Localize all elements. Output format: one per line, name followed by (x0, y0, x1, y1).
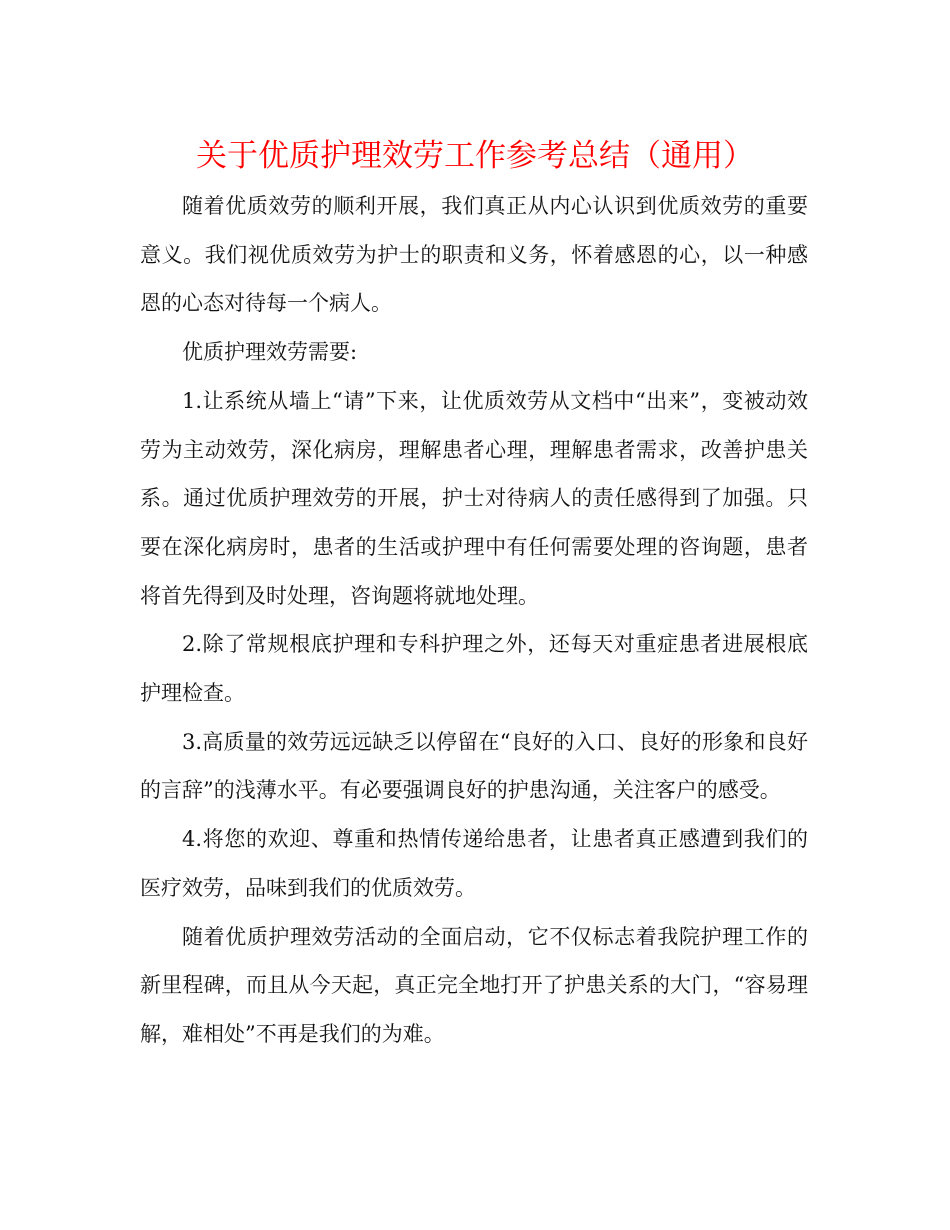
paragraph-item-4: 4.将您的欢迎、尊重和热情传递给患者，让患者真正感遭到我们的医疗效劳，品味到我们的优质效劳。 (140, 827, 808, 900)
paragraph-item-3: 3.高质量的效劳远远缺乏以停留在“良好的入口、良好的形象和良好的言辞”的浅薄水平。有必要强调良好的护患沟通，关注客户的感受。 (140, 729, 808, 803)
paragraph-item-1: 1.让系统从墙上“请”下来，让优质效劳从文档中“出来”，变被动效劳为主动效劳，深化病房，理解患者心理，理解患者需求，改善护患关系。通过优质护理效劳的开展，护士对待病人的责任感得到了加强。只要在深化病房时，患者的生活或护理中有任何需要处理的咨询题，患者将首先得到及时处理，咨询题将就地处理。 (140, 388, 808, 608)
paragraph-intro: 随着优质效劳的顺利开展，我们真正从内心认识到优质效劳的重要意义。我们视优质效劳为护士的职责和义务，怀着感恩的心，以一种感恩的心态对待每一个病人。 (140, 194, 808, 316)
paragraph-conclusion: 随着优质护理效劳活动的全面启动，它不仅标志着我院护理工作的新里程碑，而且从今天起，真正完全地打开了护患关系的大门，“容易理解，难相处”不再是我们的为难。 (140, 924, 808, 1046)
paragraph-needs-heading: 优质护理效劳需要: (182, 340, 358, 365)
document-body (140, 182, 808, 1059)
paragraph-item-2: 2.除了常规根底护理和专科护理之外，还每天对重症患者进展根底护理检查。 (140, 632, 808, 706)
document-title: 关于优质护理效劳工作参考总结（通用） (196, 138, 754, 174)
